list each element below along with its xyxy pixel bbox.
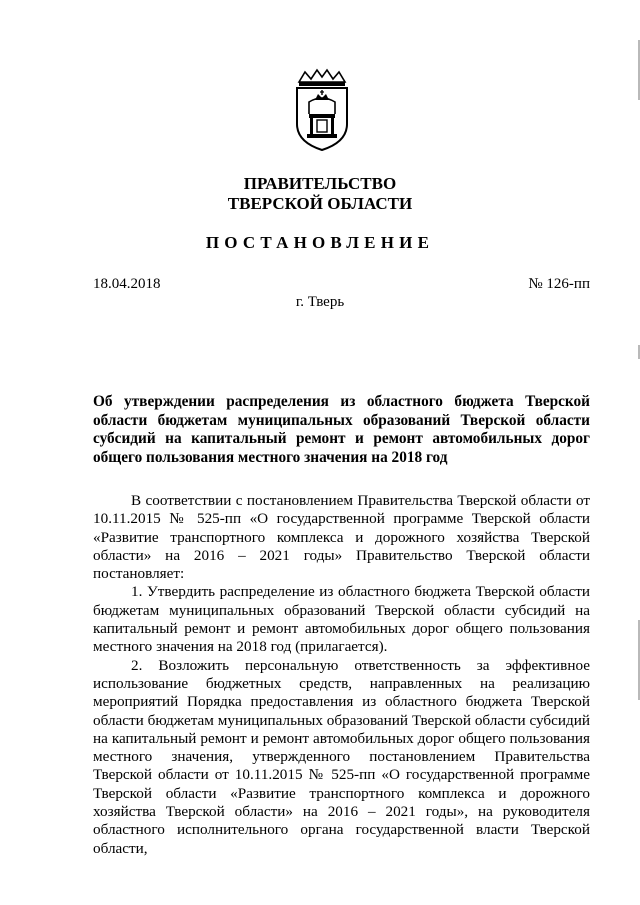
government-title: ПРАВИТЕЛЬСТВО — [243, 174, 397, 193]
document-body — [93, 492, 590, 858]
region-title: ТВЕРСКОЙ ОБЛАСТИ — [227, 194, 413, 213]
document-type: ПОСТАНОВЛЕНИЕ — [205, 233, 435, 252]
paragraph-item-1: 1. Утвердить распределение из областного бюджета Тверской области бюджетам муниципальных образований Тверской области субсидий на капитальный ремонт и ремонт автомобильных дорог общего пользования местного значения на 2018 год (прилагается). — [93, 583, 590, 656]
paragraph-item-2: 2. Возложить персональную ответственность за эффективное использование бюджетных средств, направленных на реализацию мероприятий Порядка предоставления из областного бюджета Тверской области бюджетам муниципальных образований Тверской области субсидий на капитальный ремонт и ремонт автомобильных дорог общего пользования местного значения, утвержденного постановлением Правительства Тверской области от 10.11.2015 № 525-пп «О государственной программе Тверской области «Развитие транспортного комплекса и дорожного хозяйства Тверской области» на 2016 – 2021 годы», на руководителя областного исполнительного органа государственной власти Тверской области, — [93, 656, 590, 857]
document-city: г. Тверь — [295, 294, 345, 310]
document-subject: Об утверждении распределения из областного бюджета Тверской области бюджетам муниципальных образований Тверской области субсидий на капитальный ремонт и ремонт автомобильных дорог общего пользования местного значения на 2018 год — [93, 393, 590, 466]
tver-coat-of-arms-icon — [287, 68, 357, 152]
preamble-paragraph: В соответствии с постановлением Правительства Тверской области от 10.11.2015 № 525-пп «О государственной программе Тверской области «Развитие транспортного комплекса и дорожного хозяйства Тверской области» на 2016 – 2021 годы» Правительство Тверской области постановляет: — [93, 492, 590, 583]
document-number: № 126-пп — [528, 276, 590, 292]
document-date: 18.04.2018 — [93, 276, 161, 292]
